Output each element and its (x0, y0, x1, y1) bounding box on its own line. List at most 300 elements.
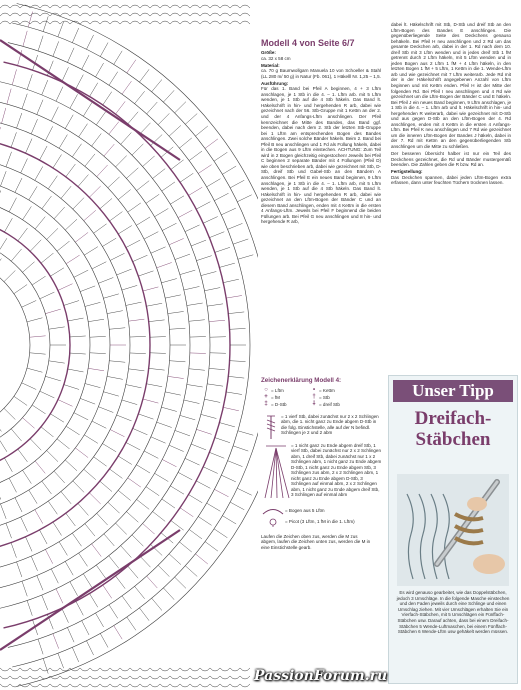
chart-chain-arch (230, 21, 240, 24)
chart-chain-arch (80, 5, 90, 8)
chart-stitch (126, 240, 140, 247)
chart-stitch (70, 353, 86, 354)
chart-chain-arch (10, 668, 20, 671)
chart-chain-arch (110, 676, 120, 679)
chart-stitch (104, 534, 114, 546)
chart-chain-arch (130, 668, 140, 671)
chart-stitch (187, 384, 203, 387)
chart-chain-arch (220, 676, 230, 679)
chart-chain-arch (90, 21, 100, 24)
legend-note-cluster: = 1 nicht ganz zu Ende abgem dreif Stb, 1 vierf Stb, dabei zunächst nur 2 x 2 Schlingen abm, 1 dreif Stb, dabei zunächst nur 1 x 2 Schlingen abm, 1 nicht ganz zu Ende abgem D-Stb, 1 nicht ganz zu Ende abgem Stb, 3 Schlingen zus abm, 2 x 2 Schlingen abm, 1 nicht ganz zu Ende abgem D-Stb, 3 Schlingen auf einmal abm, 2 x 2 Schlingen abm, 1 nicht ganz zu Ende abgem dreif Stb, 3 Schlingen auf einmal abm (291, 442, 382, 497)
legend-item-kettm: = Kettm (319, 388, 335, 393)
chart-stitch (84, 469, 96, 479)
chart-chain-arch (10, 684, 20, 687)
chart-stitch (157, 422, 172, 427)
chart-stitch (94, 457, 107, 466)
chart-stitch (41, 253, 53, 263)
chart-stitch (214, 529, 227, 538)
chart-stitch (207, 503, 221, 511)
chart-stitch (127, 60, 136, 73)
chart-stitch (139, 123, 150, 135)
chart-stitch (0, 418, 1, 431)
chart-chain-arch (200, 676, 210, 679)
chart-stitch (139, 69, 149, 82)
chart-stitch (23, 206, 32, 219)
chart-chain-arch (120, 668, 130, 671)
chart-stitch (49, 327, 65, 329)
chart-stitch (207, 179, 221, 187)
chart-chain-arch (240, 668, 250, 671)
chart-chain-arch (180, 668, 190, 671)
chart-stitch (74, 270, 88, 277)
overview-note: Der besseren Übersicht halber ist nur ein Teil des Deckchens gezeichnet, die Rd und Bänder mustergemäß beenden. Die Zahlen geben die R bzw. Rd an. (391, 151, 511, 168)
chart-stitch (35, 217, 45, 229)
chart-stitch (23, 470, 32, 483)
chart-stitch (155, 208, 169, 216)
chart-stitch (62, 67, 69, 82)
chart-chain-arch (110, 668, 120, 671)
chart-stitch (205, 139, 218, 149)
chart-chain-arch (170, 5, 180, 8)
chart-stitch (165, 392, 181, 395)
chart-chain-arch (120, 21, 130, 24)
chart-stitch (133, 255, 148, 261)
crochet-chart (0, 0, 258, 690)
chart-chain-arch (110, 684, 120, 687)
chart-stitch (115, 101, 125, 114)
legend-item-dstb: = D-Stb (271, 402, 287, 408)
chart-stitch (146, 487, 159, 496)
chart-stitch (230, 361, 246, 362)
chart-stitch (18, 449, 28, 462)
chart-chain-arch (210, 668, 220, 671)
chart-stitch (40, 292, 55, 299)
chart-chain-arch (180, 21, 190, 24)
legend-title: Zeichenerklärung Modell 4: (261, 377, 342, 384)
chart-stitch (153, 511, 166, 521)
crochet-hook-illustration (397, 474, 509, 586)
chart-stitch (35, 166, 43, 180)
chart-stitch (89, 493, 100, 504)
chart-stitch (75, 448, 88, 458)
chart-chain-arch (130, 21, 140, 24)
chart-stitch (79, 553, 88, 566)
chart-chain-arch (180, 5, 190, 8)
chart-stitch (207, 384, 223, 386)
chart-stitch (51, 569, 58, 583)
chart-stitch (196, 256, 211, 261)
chart-stitch (42, 481, 52, 494)
chart-stitch (92, 262, 106, 269)
chart-stitch (66, 255, 79, 264)
chart-stitch (126, 168, 138, 179)
chart-stitch (149, 368, 165, 370)
chart-stitch (126, 302, 142, 305)
chart-chain-arch (140, 676, 150, 679)
tip-title-line-1: Dreifach- (414, 408, 492, 429)
chart-chain-arch (180, 676, 190, 679)
chart-chain-arch (170, 668, 180, 671)
chart-stitch (163, 90, 174, 102)
chart-stitch (201, 414, 216, 418)
chart-stitch (85, 302, 100, 306)
chart-chain-arch (40, 13, 50, 16)
chart-chain-arch (190, 668, 200, 671)
chart-chain-arch (210, 684, 220, 687)
chart-stitch (2, 108, 6, 123)
chart-stitch (196, 481, 210, 488)
chart-stitch (14, 285, 27, 294)
chart-stitch (57, 439, 69, 449)
chart-stitch (135, 91, 145, 103)
chart-chain-arch (240, 13, 250, 16)
chart-stitch (58, 284, 73, 291)
chart-band (0, 40, 180, 160)
chart-stitch (195, 126, 207, 136)
chart-stitch (66, 164, 76, 177)
chart-stitch (130, 336, 146, 337)
chart-stitch (80, 398, 95, 404)
chart-chain-arch (40, 21, 50, 24)
chart-stitch (82, 621, 89, 635)
chart-stitch (38, 36, 43, 51)
tip-header: Unser Tipp (393, 380, 513, 402)
chart-stitch (190, 337, 206, 338)
chart-stitch (222, 516, 236, 524)
chart-round-arc (0, 140, 150, 550)
chart-chain-arch (220, 668, 230, 671)
chart-stitch (35, 510, 43, 524)
chart-stitch (144, 232, 158, 239)
slip-stitch-icon: • (312, 387, 316, 393)
chart-stitch (72, 144, 81, 157)
tip-text: Es wird genauso gearbeitet, wie das Doppelstäbchen, jedoch 3 Umschläge. In die folgende Masche einstechen und den Faden jeweils durch eine Schlinge und einen Umschlag ziehen. Mit vier Umschlägen erhalten Sie ein Vierfach-Stäbchen, mit 5 Umschlägen ein Fünffach-Stäbchen usw. Darauf achten, dass bei einem Dreifach-Stäbchen 5 Wende-Luftmaschen, bei einem Fünffach-Stäbchen 6 Wende-Lftm usw gehäkelt werden müssen. (396, 590, 510, 635)
chart-chain-arch (30, 21, 40, 24)
chart-stitch (237, 488, 251, 495)
chart-stitch (108, 177, 120, 188)
chart-chain-arch (100, 684, 110, 687)
chart-stitch (56, 87, 63, 101)
chart-stitch (102, 238, 116, 246)
chart-stitch (30, 336, 46, 337)
chart-round-arc (0, 257, 30, 433)
chart-stitch (32, 276, 45, 285)
chart-stitch (128, 319, 144, 321)
chart-stitch (73, 198, 84, 209)
chart-stitch (139, 608, 149, 621)
chart-stitch (137, 499, 150, 509)
chart-stitch (27, 368, 42, 372)
chart-stitch (40, 530, 48, 544)
chart-stitch (109, 556, 119, 568)
chart-stitch (189, 529, 202, 539)
chart-stitch (215, 247, 230, 252)
chart-stitch (64, 301, 79, 306)
chart-chain-arch (50, 668, 60, 671)
chart-stitch (103, 585, 112, 598)
chart-stitch (58, 22, 64, 37)
chart-stitch (74, 413, 88, 420)
chart-stitch (92, 133, 102, 146)
chart-stitch (115, 156, 126, 167)
chart-stitch (138, 414, 153, 419)
chart-chain-arch (10, 5, 20, 8)
legend-item-stb: = Stb (319, 394, 330, 400)
chart-chain-arch (140, 5, 150, 8)
chart-chain-arch (240, 5, 250, 8)
chart-chain-arch (70, 676, 80, 679)
chart-stitch (50, 414, 64, 422)
chart-stitch (7, 89, 11, 104)
chart-stitch (110, 253, 124, 260)
chart-stitch (198, 517, 211, 526)
chart-stitch (126, 385, 142, 388)
chart-stitch (22, 300, 37, 307)
chart-stitch (228, 223, 243, 229)
chart-stitch (72, 28, 78, 43)
chart-chain-arch (0, 676, 10, 679)
chart-chain-arch (140, 668, 150, 671)
chart-stitch (163, 588, 174, 600)
chart-stitch (29, 490, 37, 504)
chart-stitch (169, 125, 181, 136)
chart-chain-arch (120, 5, 130, 8)
chart-stitch (54, 207, 65, 219)
chart-stitch (26, 537, 33, 552)
chart-stitch (47, 450, 58, 461)
chart-chain-arch (60, 684, 70, 687)
chart-stitch (45, 549, 52, 563)
chart-stitch (110, 212, 123, 221)
chart-stitch (98, 407, 113, 413)
chart-chain-arch (230, 684, 240, 687)
chart-stitch (68, 318, 84, 321)
model-title: Modell 4 von Seite 6/7 (261, 38, 355, 48)
chart-stitch (75, 232, 88, 242)
chart-stitch (86, 641, 93, 655)
chart-stitch (233, 239, 248, 244)
chart-stitch (107, 311, 123, 314)
chart-stitch (103, 392, 118, 396)
chart-stitch (205, 542, 218, 552)
chart-stitch (228, 376, 244, 378)
chart-chain-arch (10, 676, 20, 679)
chart-chain-arch (200, 13, 210, 16)
chart-stitch (53, 634, 59, 649)
chart-stitch (222, 166, 236, 174)
chart-chain-arch (160, 668, 170, 671)
chart-chain-arch (70, 13, 80, 16)
chart-chain-arch (100, 676, 110, 679)
chart-chain-arch (240, 684, 250, 687)
chart-stitch (161, 407, 176, 411)
chart-stitch (136, 217, 150, 225)
chart-stitch (72, 647, 78, 662)
chart-stitch (0, 504, 6, 519)
chart-stitch (38, 639, 43, 654)
chart-stitch (45, 309, 60, 314)
chart-chain-arch (130, 684, 140, 687)
chart-stitch (137, 181, 150, 191)
legend-note-bogen: = Bogen aus 5 Lftm (285, 507, 325, 513)
chart-stitch (171, 160, 184, 170)
chart-stitch (65, 460, 77, 471)
chart-chain-arch (20, 13, 30, 16)
chart-stitch (29, 186, 37, 200)
chart-chain-arch (210, 13, 220, 16)
chart-stitch (79, 124, 88, 137)
chart-stitch (162, 459, 176, 466)
chart-stitch (4, 218, 12, 232)
chart-stitch (122, 400, 137, 405)
chart-chain-arch (100, 21, 110, 24)
chart-chain-arch (230, 668, 240, 671)
chart-chain-arch (30, 684, 40, 687)
chart-stitch (117, 269, 132, 275)
chart-stitch (27, 601, 32, 616)
chart-stitch (31, 119, 37, 134)
chart-stitch (31, 556, 37, 571)
chart-stitch (214, 193, 228, 200)
chart-stitch (96, 613, 104, 627)
tip-box (388, 375, 518, 684)
chart-stitch (78, 503, 89, 515)
chart-stitch (196, 202, 210, 209)
chart-stitch (83, 574, 91, 588)
chart-stitch (188, 495, 202, 503)
chart-chain-arch (220, 13, 230, 16)
chart-chain-arch (170, 13, 180, 16)
chart-stitch (221, 475, 236, 482)
chart-stitch (204, 288, 220, 291)
chart-chain-arch (0, 684, 10, 687)
chart-stitch (27, 74, 32, 89)
chart-chain-arch (170, 21, 180, 24)
chart-chain-arch (200, 5, 210, 8)
chart-chain-arch (60, 13, 70, 16)
chart-chain-arch (40, 676, 50, 679)
chart-stitch (180, 508, 193, 517)
chart-chain-arch (180, 13, 190, 16)
chart-stitch (4, 270, 15, 281)
chart-chain-arch (190, 676, 200, 679)
chart-stitch (128, 566, 138, 578)
chart-stitch (133, 428, 148, 434)
chart-stitch (6, 152, 12, 167)
chart-stitch (233, 446, 248, 451)
chart-stitch (214, 489, 228, 496)
chart-round-arc (12, 23, 258, 667)
chart-stitch (0, 259, 1, 272)
chart-stitch (86, 35, 93, 49)
chart-stitch (48, 176, 57, 189)
chart-stitch (64, 385, 79, 390)
chart-chain-arch (80, 21, 90, 24)
chart-stitch (170, 196, 184, 204)
chart-stitch (82, 55, 89, 69)
chart-chain-arch (150, 676, 160, 679)
chart-stitch (103, 294, 118, 298)
chart-stitch (165, 295, 181, 298)
chart-chain-arch (170, 684, 180, 687)
chart-stitch (114, 51, 122, 65)
chart-round-arc (8, 43, 250, 648)
chart-stitch (23, 418, 35, 429)
chart-stitch (0, 171, 6, 186)
chart-chain-arch (20, 21, 30, 24)
chart-stitch (147, 576, 158, 588)
chart-stitch (122, 596, 131, 609)
chart-stitch (102, 444, 116, 452)
chart-chain-arch (110, 5, 120, 8)
ausfuehrung-label: Ausführung: (261, 80, 289, 86)
chart-chain-arch (220, 21, 230, 24)
chart-stitch (11, 429, 21, 441)
chart-stitch (70, 336, 86, 337)
triple-treble-icon: ⸸ (312, 401, 316, 408)
chart-chain-arch (200, 684, 210, 687)
chart-stitch (143, 523, 155, 534)
chart-stitch (65, 219, 77, 230)
chart-stitch (21, 158, 28, 172)
chart-stitch (128, 203, 141, 212)
legend-note-direction: Laufen die Zeichen oben zus, werden die M zus abgem, laufen die Zeichen unten zus, werden die M in eine Einstichstelle gearb. (261, 533, 371, 550)
chart-stitch (61, 492, 71, 504)
chart-stitch (228, 461, 243, 467)
chart-stitch (45, 376, 60, 381)
chart-chain-arch (50, 21, 60, 24)
chart-stitch (88, 368, 104, 370)
chart-stitch (138, 271, 153, 276)
chart-chain-arch (230, 676, 240, 679)
chart-stitch (4, 458, 12, 472)
chart-chain-arch (160, 5, 170, 8)
chart-stitch (175, 577, 186, 588)
picot-icon (261, 518, 285, 527)
chart-stitch (171, 521, 184, 531)
chart-stitch (88, 319, 104, 321)
chart-stitch (66, 513, 76, 526)
chart-stitch (146, 384, 162, 387)
chart-stitch (144, 451, 158, 458)
chart-chain-arch (190, 684, 200, 687)
chart-stitch (118, 225, 132, 233)
chart-chain-arch (30, 676, 40, 679)
chart-stitch (207, 304, 223, 306)
chart-stitch (90, 593, 98, 607)
chart-stitch (162, 182, 175, 191)
chart-stitch (17, 113, 22, 128)
chart-chain-arch (210, 21, 220, 24)
chart-chain-arch (40, 668, 50, 671)
chart-stitch (162, 499, 175, 508)
chart-chain-arch (140, 21, 150, 24)
chart-stitch (149, 320, 165, 322)
chart-chain-arch (10, 13, 20, 16)
chart-stitch (83, 103, 91, 117)
chart-stitch (238, 431, 253, 435)
chart-chain-arch (210, 676, 220, 679)
chart-stitch (17, 562, 22, 577)
chart-stitch (121, 132, 132, 144)
ausfuehrung-text: Für das 1. Band bei Pfeil A beginnen, 4 + 3 Lftm anschlagen, je 1 Stb in die 4. – 1. Lftm arb. mit 5 Lftm wenden, je 1 Stb auf die 4 Stb häkeln. Das Band lt. Häkelschrift in hin- und hergehenden R arb, dabei wie gezeichnet nach der 56. Stb-Gruppe mit 1 Kettm an der 2. und der 4 Anfangs-Lftm anschlingen. Der Pfeil kennzeichnet die Mitte des Bandes, das Band ggf. beenden, dabei nach dem 2. Stb der letzten Stb-Gruppe bei 1 Lftm am entsprechenden Bogen des Bandes anschlingen. Zwei solche Bänder häkeln. Beim 2. Band bei Pfeil B neu anschlingen und 1 Fd als Füllung häkeln, dabei in die Bogen aus 9 Lftm einstechen. ACHTUNG: Zum Teil wird in 2 Bogen gleichzeitig eingestochen! Jeweils bei Pfeil C beginnen 2 separate Bänder mit 4 Füllungen (Pfeil D) wie oben beschrieben arb, dabei wie gezeichnet mit Stb, D-Stb, dreif Stb und Gabel-Stb an den Bändern A anschlingen. Bei Pfeil E ein neues Band beginnen, 9 Lftm anschlagen, je 1 Stb in die 4. – 1. Lftm arb, mit 5 Lftm wenden, je 1 Stb auf die 4 Stb häkeln. Das Band lt. Häkelschrift in hin- und hergehenden R arb, dabei wie gezeichnet an den Lftm-Bogen der Bänder C und an diesem Band anschlingen, enden mit 4 Kettm in die ersten 4 Anfangs-Lftm. Jeweils bei Pfeil F beginnend die beiden Füllungen arb. Bei Pfeil G neu anschlingen und 8 hin- und hergehende R arb, (261, 86, 381, 225)
chart-stitch (15, 498, 22, 512)
chart-round-arc (0, 121, 170, 570)
chart-stitch (215, 438, 230, 443)
chart-stitch (89, 186, 100, 197)
chart-round-arc (0, 101, 190, 589)
chart-stitch (127, 617, 136, 630)
